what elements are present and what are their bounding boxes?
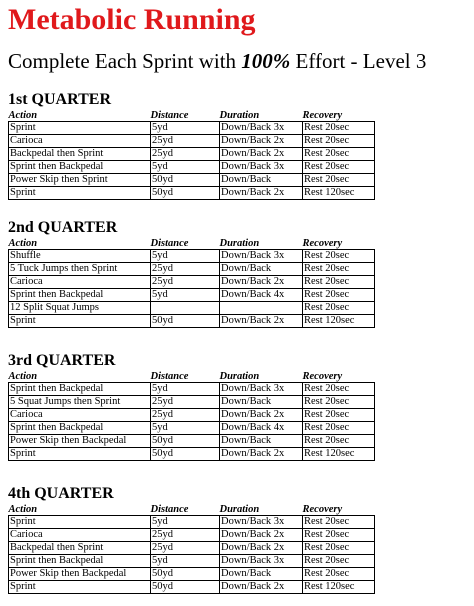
table-row xyxy=(9,276,375,289)
cell-duration xyxy=(220,302,303,315)
cell-duration: Down/Back xyxy=(220,396,303,409)
cell-recovery: Rest 20sec xyxy=(303,409,375,422)
cell-duration: Down/Back 2x xyxy=(220,148,303,161)
column-header-recovery: Recovery xyxy=(302,371,343,382)
workout-table xyxy=(8,504,375,594)
column-header-action: Action xyxy=(8,110,38,121)
quarter-section-2 xyxy=(8,218,466,328)
table-row xyxy=(9,409,375,422)
cell-action: Sprint xyxy=(9,315,151,328)
cell-recovery: Rest 20sec xyxy=(303,302,375,315)
subtitle-effort-emphasis: 100% xyxy=(241,49,291,73)
cell-recovery: Rest 20sec xyxy=(303,542,375,555)
cell-duration: Down/Back 2x xyxy=(220,529,303,542)
column-header-distance: Distance xyxy=(150,504,189,515)
cell-distance: 5yd xyxy=(151,383,220,396)
cell-distance: 50yd xyxy=(151,435,220,448)
cell-duration: Down/Back 2x xyxy=(220,448,303,461)
cell-duration: Down/Back 3x xyxy=(220,516,303,529)
cell-action: Carioca xyxy=(9,135,151,148)
table-row xyxy=(9,289,375,302)
cell-recovery: Rest 20sec xyxy=(303,555,375,568)
column-header-action: Action xyxy=(8,371,38,382)
cell-duration: Down/Back 3x xyxy=(220,250,303,263)
cell-distance: 5yd xyxy=(151,161,220,174)
cell-action: Sprint then Backpedal xyxy=(9,289,151,302)
cell-distance: 5yd xyxy=(151,516,220,529)
cell-recovery: Rest 20sec xyxy=(303,529,375,542)
workout-table xyxy=(8,238,375,328)
cell-distance xyxy=(151,302,220,315)
quarter-heading: 4th QUARTER xyxy=(8,485,114,502)
table-row xyxy=(9,422,375,435)
cell-action: Shuffle xyxy=(9,250,151,263)
column-header-recovery: Recovery xyxy=(302,110,343,121)
cell-action: Carioca xyxy=(9,529,151,542)
table-row xyxy=(9,187,375,200)
cell-action: 12 Split Squat Jumps xyxy=(9,302,151,315)
table-row xyxy=(9,122,375,135)
column-header-recovery: Recovery xyxy=(302,504,343,515)
quarter-section-4 xyxy=(8,484,466,594)
table-row xyxy=(9,302,375,315)
cell-distance: 25yd xyxy=(151,529,220,542)
table-row xyxy=(9,529,375,542)
workout-table xyxy=(8,371,375,461)
cell-distance: 5yd xyxy=(151,555,220,568)
subtitle-text-end: Effort - Level 3 xyxy=(290,49,427,73)
cell-recovery: Rest 20sec xyxy=(303,516,375,529)
cell-action: 5 Squat Jumps then Sprint xyxy=(9,396,151,409)
column-header-duration: Duration xyxy=(219,238,260,249)
cell-distance: 25yd xyxy=(151,542,220,555)
cell-distance: 5yd xyxy=(151,122,220,135)
table-row xyxy=(9,148,375,161)
table-row xyxy=(9,581,375,594)
cell-action: Sprint xyxy=(9,122,151,135)
cell-duration: Down/Back 2x xyxy=(220,542,303,555)
cell-action: Power Skip then Backpedal xyxy=(9,568,151,581)
page-title: Metabolic Running xyxy=(8,3,256,36)
cell-action: Carioca xyxy=(9,409,151,422)
table-row xyxy=(9,542,375,555)
cell-duration: Down/Back 3x xyxy=(220,555,303,568)
table-row xyxy=(9,250,375,263)
cell-recovery: Rest 20sec xyxy=(303,135,375,148)
cell-duration: Down/Back 2x xyxy=(220,581,303,594)
workout-table xyxy=(8,110,375,200)
cell-recovery: Rest 120sec xyxy=(303,315,375,328)
cell-recovery: Rest 20sec xyxy=(303,276,375,289)
cell-duration: Down/Back xyxy=(220,263,303,276)
table-row xyxy=(9,263,375,276)
column-header-duration: Duration xyxy=(219,371,260,382)
table-header-row xyxy=(9,504,375,516)
cell-distance: 50yd xyxy=(151,581,220,594)
cell-distance: 50yd xyxy=(151,315,220,328)
cell-distance: 50yd xyxy=(151,174,220,187)
cell-duration: Down/Back 4x xyxy=(220,289,303,302)
cell-distance: 50yd xyxy=(151,448,220,461)
cell-action: Sprint then Backpedal xyxy=(9,422,151,435)
cell-distance: 25yd xyxy=(151,135,220,148)
cell-distance: 25yd xyxy=(151,409,220,422)
cell-distance: 25yd xyxy=(151,148,220,161)
cell-recovery: Rest 20sec xyxy=(303,161,375,174)
table-row xyxy=(9,174,375,187)
cell-duration: Down/Back 2x xyxy=(220,187,303,200)
quarter-section-3 xyxy=(8,351,466,461)
cell-action: Sprint then Backpedal xyxy=(9,555,151,568)
cell-distance: 5yd xyxy=(151,250,220,263)
column-header-action: Action xyxy=(8,504,38,515)
column-header-distance: Distance xyxy=(150,110,189,121)
cell-recovery: Rest 20sec xyxy=(303,122,375,135)
table-row xyxy=(9,555,375,568)
cell-action: Backpedal then Sprint xyxy=(9,542,151,555)
table-row xyxy=(9,383,375,396)
cell-recovery: Rest 20sec xyxy=(303,263,375,276)
cell-recovery: Rest 20sec xyxy=(303,250,375,263)
table-row xyxy=(9,516,375,529)
table-row xyxy=(9,161,375,174)
cell-action: Sprint then Backpedal xyxy=(9,383,151,396)
column-header-recovery: Recovery xyxy=(302,238,343,249)
cell-duration: Down/Back xyxy=(220,435,303,448)
table-row xyxy=(9,568,375,581)
column-header-duration: Duration xyxy=(219,504,260,515)
cell-recovery: Rest 20sec xyxy=(303,289,375,302)
cell-action: Sprint xyxy=(9,516,151,529)
quarter-section-1 xyxy=(8,90,466,200)
cell-duration: Down/Back 2x xyxy=(220,276,303,289)
table-row xyxy=(9,396,375,409)
page-subtitle xyxy=(8,48,426,74)
cell-distance: 5yd xyxy=(151,289,220,302)
cell-recovery: Rest 120sec xyxy=(303,448,375,461)
cell-distance: 25yd xyxy=(151,396,220,409)
subtitle-text-start: Complete Each Sprint with xyxy=(8,49,242,73)
cell-action: Sprint then Backpedal xyxy=(9,161,151,174)
cell-distance: 50yd xyxy=(151,568,220,581)
cell-recovery: Rest 20sec xyxy=(303,174,375,187)
cell-distance: 25yd xyxy=(151,276,220,289)
cell-duration: Down/Back 4x xyxy=(220,422,303,435)
cell-recovery: Rest 20sec xyxy=(303,396,375,409)
cell-duration: Down/Back 2x xyxy=(220,135,303,148)
table-header-row xyxy=(9,110,375,122)
cell-distance: 25yd xyxy=(151,263,220,276)
cell-distance: 50yd xyxy=(151,187,220,200)
cell-action: Power Skip then Backpedal xyxy=(9,435,151,448)
quarter-heading: 3rd QUARTER xyxy=(8,352,116,369)
table-header-row xyxy=(9,371,375,383)
cell-distance: 5yd xyxy=(151,422,220,435)
table-row xyxy=(9,435,375,448)
column-header-duration: Duration xyxy=(219,110,260,121)
cell-duration: Down/Back 3x xyxy=(220,383,303,396)
table-row xyxy=(9,135,375,148)
table-row xyxy=(9,448,375,461)
table-row xyxy=(9,315,375,328)
cell-action: Power Skip then Sprint xyxy=(9,174,151,187)
cell-action: Carioca xyxy=(9,276,151,289)
cell-action: 5 Tuck Jumps then Sprint xyxy=(9,263,151,276)
cell-action: Sprint xyxy=(9,581,151,594)
cell-duration: Down/Back xyxy=(220,568,303,581)
cell-recovery: Rest 20sec xyxy=(303,568,375,581)
table-header-row xyxy=(9,238,375,250)
cell-recovery: Rest 20sec xyxy=(303,383,375,396)
cell-recovery: Rest 20sec xyxy=(303,422,375,435)
quarter-heading: 2nd QUARTER xyxy=(8,219,118,236)
cell-duration: Down/Back xyxy=(220,174,303,187)
cell-duration: Down/Back 2x xyxy=(220,315,303,328)
cell-action: Sprint xyxy=(9,448,151,461)
column-header-action: Action xyxy=(8,238,38,249)
column-header-distance: Distance xyxy=(150,238,189,249)
cell-duration: Down/Back 3x xyxy=(220,161,303,174)
column-header-distance: Distance xyxy=(150,371,189,382)
cell-recovery: Rest 120sec xyxy=(303,187,375,200)
cell-duration: Down/Back 2x xyxy=(220,409,303,422)
cell-action: Sprint xyxy=(9,187,151,200)
cell-action: Backpedal then Sprint xyxy=(9,148,151,161)
quarter-heading: 1st QUARTER xyxy=(8,91,111,108)
cell-duration: Down/Back 3x xyxy=(220,122,303,135)
cell-recovery: Rest 120sec xyxy=(303,581,375,594)
cell-recovery: Rest 20sec xyxy=(303,435,375,448)
cell-recovery: Rest 20sec xyxy=(303,148,375,161)
